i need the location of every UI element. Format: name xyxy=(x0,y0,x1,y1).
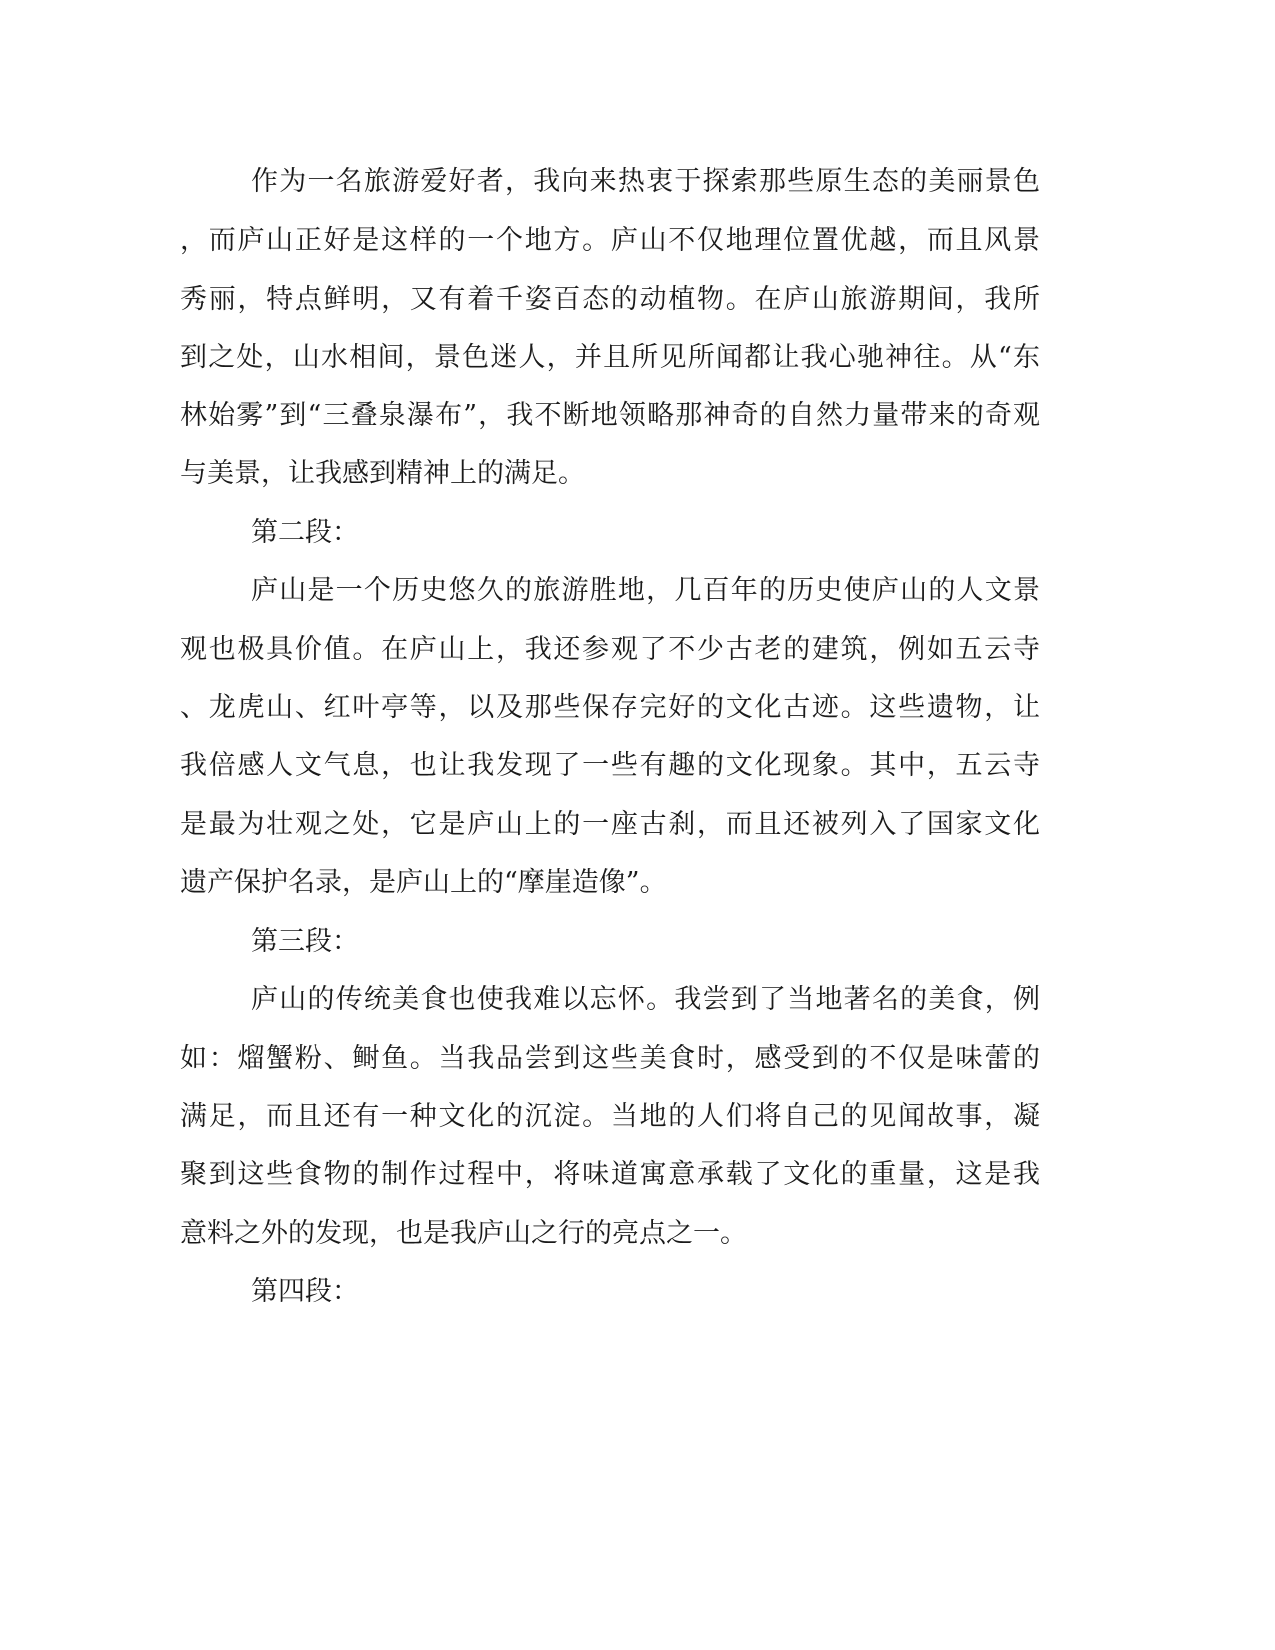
paragraph-line: 与美景，让我感到精神上的满足。 xyxy=(180,458,585,489)
paragraph-line: 秀丽，特点鲜明，又有着千姿百态的动植物。在庐山旅游期间，我所 xyxy=(180,284,1040,315)
paragraph-line: 林始雾”到“三叠泉瀑布”，我不断地领略那神奇的自然力量带来的奇观 xyxy=(180,400,1040,431)
paragraph-line: 聚到这些食物的制作过程中，将味道寓意承载了文化的重量，这是我 xyxy=(180,1159,1040,1190)
section-heading-4: 第四段： xyxy=(251,1276,359,1307)
paragraph-line: 我倍感人文气息，也让我发现了一些有趣的文化现象。其中，五云寺 xyxy=(180,750,1040,781)
paragraph-line: 意料之外的发现，也是我庐山之行的亮点之一。 xyxy=(180,1218,747,1249)
section-heading-3: 第三段： xyxy=(251,926,359,957)
paragraph-line: 到之处，山水相间，景色迷人，并且所见所闻都让我心驰神往。从“东 xyxy=(180,342,1040,373)
paragraph-line: 如：熘蟹粉、鲥鱼。当我品尝到这些美食时，感受到的不仅是味蕾的 xyxy=(180,1043,1040,1074)
paragraph-line: 作为一名旅游爱好者，我向来热衷于探索那些原生态的美丽景色 xyxy=(251,166,1040,197)
paragraph-line: ，而庐山正好是这样的一个地方。庐山不仅地理位置优越，而且风景 xyxy=(180,225,1040,256)
paragraph-line: 遗产保护名录，是庐山上的“摩崖造像”。 xyxy=(180,867,667,898)
paragraph-line: 庐山的传统美食也使我难以忘怀。我尝到了当地著名的美食，例 xyxy=(251,984,1040,1015)
section-heading-2: 第二段： xyxy=(251,517,359,548)
paragraph-line: 满足，而且还有一种文化的沉淀。当地的人们将自己的见闻故事，凝 xyxy=(180,1101,1040,1132)
paragraph-line: 是最为壮观之处，它是庐山上的一座古刹，而且还被列入了国家文化 xyxy=(180,809,1040,840)
paragraph-line: 观也极具价值。在庐山上，我还参观了不少古老的建筑，例如五云寺 xyxy=(180,634,1040,665)
paragraph-line: 庐山是一个历史悠久的旅游胜地，几百年的历史使庐山的人文景 xyxy=(251,575,1040,606)
paragraph-line: 、龙虎山、红叶亭等，以及那些保存完好的文化古迹。这些遗物，让 xyxy=(180,692,1040,723)
